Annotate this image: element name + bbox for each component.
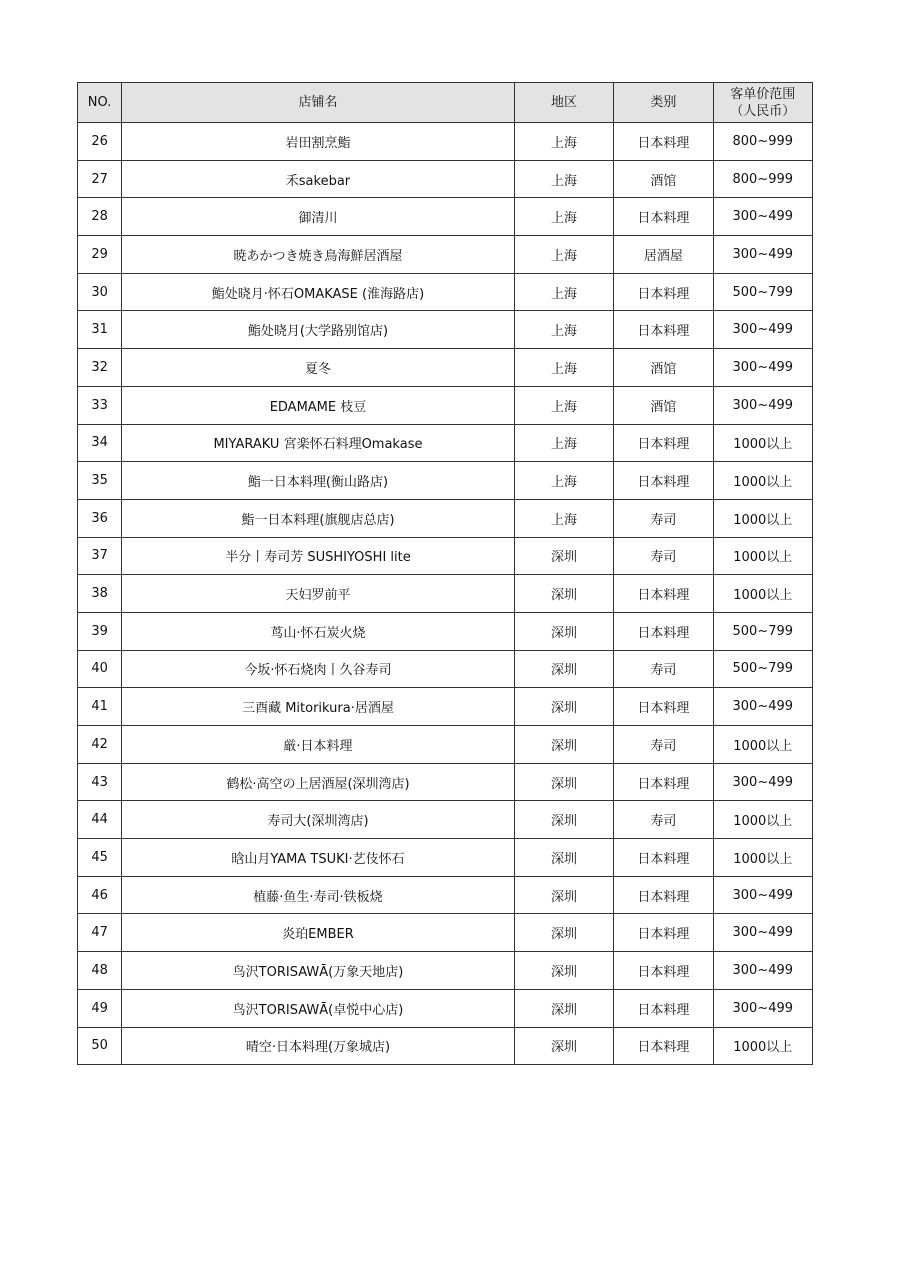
cell-no: 39 — [78, 612, 122, 650]
cell-no: 29 — [78, 236, 122, 274]
header-name: 店铺名 — [122, 83, 515, 123]
header-no: NO. — [78, 83, 122, 123]
table-row — [78, 726, 813, 764]
cell-category: 日本料理 — [614, 688, 713, 726]
cell-price: 500~799 — [713, 650, 812, 688]
cell-price: 1000以上 — [713, 726, 812, 764]
table-row — [78, 801, 813, 839]
cell-region: 深圳 — [514, 537, 613, 575]
cell-price: 300~499 — [713, 876, 812, 914]
cell-no: 50 — [78, 1027, 122, 1065]
cell-name: 鮨一日本料理(旗舰店总店) — [122, 499, 515, 537]
cell-no: 40 — [78, 650, 122, 688]
cell-category: 日本料理 — [614, 273, 713, 311]
cell-category: 日本料理 — [614, 612, 713, 650]
cell-region: 深圳 — [514, 726, 613, 764]
cell-name: 晗山月YAMA TSUKI·艺伎怀石 — [122, 839, 515, 877]
table-row — [78, 273, 813, 311]
cell-region: 上海 — [514, 499, 613, 537]
cell-name: 御清川 — [122, 198, 515, 236]
cell-name: 厳·日本料理 — [122, 726, 515, 764]
cell-no: 28 — [78, 198, 122, 236]
cell-no: 47 — [78, 914, 122, 952]
cell-region: 上海 — [514, 273, 613, 311]
cell-region: 上海 — [514, 424, 613, 462]
table-header — [78, 83, 813, 123]
cell-category: 日本料理 — [614, 876, 713, 914]
cell-name: 鸟沢TORISAWĀ(万象天地店) — [122, 952, 515, 990]
cell-no: 42 — [78, 726, 122, 764]
table-row — [78, 989, 813, 1027]
cell-no: 46 — [78, 876, 122, 914]
header-price-line1: 客单价范围 — [730, 86, 796, 102]
cell-name: 半分丨寿司芳 SUSHIYOSHI lite — [122, 537, 515, 575]
cell-name: 今坂·怀石烧肉丨久谷寿司 — [122, 650, 515, 688]
cell-region: 上海 — [514, 462, 613, 500]
cell-price: 1000以上 — [713, 575, 812, 613]
cell-region: 上海 — [514, 236, 613, 274]
cell-name: 鮨处晓月(大学路别馆店) — [122, 311, 515, 349]
cell-name: 三酉藏 Mitorikura·居酒屋 — [122, 688, 515, 726]
cell-region: 深圳 — [514, 763, 613, 801]
table-row — [78, 462, 813, 500]
cell-region: 上海 — [514, 123, 613, 161]
table-row — [78, 650, 813, 688]
header-category: 类别 — [614, 83, 713, 123]
table-row — [78, 311, 813, 349]
cell-region: 深圳 — [514, 952, 613, 990]
cell-price: 300~499 — [713, 386, 812, 424]
cell-name: 寿司大(深圳湾店) — [122, 801, 515, 839]
cell-price: 300~499 — [713, 349, 812, 387]
cell-no: 37 — [78, 537, 122, 575]
cell-name: 植藤·鱼生·寿司·铁板烧 — [122, 876, 515, 914]
cell-price: 300~499 — [713, 311, 812, 349]
cell-price: 500~799 — [713, 612, 812, 650]
cell-category: 寿司 — [614, 801, 713, 839]
table-row — [78, 839, 813, 877]
cell-price: 300~499 — [713, 989, 812, 1027]
cell-category: 寿司 — [614, 726, 713, 764]
header-region: 地区 — [514, 83, 613, 123]
cell-price: 1000以上 — [713, 462, 812, 500]
cell-price: 1000以上 — [713, 801, 812, 839]
table-row — [78, 612, 813, 650]
cell-no: 36 — [78, 499, 122, 537]
header-row — [78, 83, 813, 123]
cell-region: 深圳 — [514, 839, 613, 877]
cell-price: 500~799 — [713, 273, 812, 311]
cell-category: 日本料理 — [614, 462, 713, 500]
cell-category: 酒馆 — [614, 349, 713, 387]
cell-category: 日本料理 — [614, 914, 713, 952]
cell-category: 日本料理 — [614, 198, 713, 236]
cell-region: 深圳 — [514, 1027, 613, 1065]
cell-price: 1000以上 — [713, 499, 812, 537]
cell-price: 1000以上 — [713, 1027, 812, 1065]
table-row — [78, 198, 813, 236]
table-row — [78, 1027, 813, 1065]
cell-category: 日本料理 — [614, 763, 713, 801]
cell-category: 日本料理 — [614, 575, 713, 613]
cell-region: 深圳 — [514, 688, 613, 726]
header-price-line2: （人民币） — [730, 103, 796, 119]
header-price — [713, 83, 812, 123]
cell-name: 禾sakebar — [122, 160, 515, 198]
cell-name: 鸟沢TORISAWĀ(卓悦中心店) — [122, 989, 515, 1027]
cell-no: 34 — [78, 424, 122, 462]
cell-no: 48 — [78, 952, 122, 990]
cell-no: 43 — [78, 763, 122, 801]
cell-region: 上海 — [514, 311, 613, 349]
cell-name: 天妇罗前平 — [122, 575, 515, 613]
table-row — [78, 236, 813, 274]
cell-category: 日本料理 — [614, 1027, 713, 1065]
cell-price: 300~499 — [713, 688, 812, 726]
cell-no: 49 — [78, 989, 122, 1027]
cell-name: 夏冬 — [122, 349, 515, 387]
table-row — [78, 876, 813, 914]
cell-no: 26 — [78, 123, 122, 161]
cell-name: 岩田割烹鮨 — [122, 123, 515, 161]
cell-no: 31 — [78, 311, 122, 349]
cell-no: 27 — [78, 160, 122, 198]
cell-region: 上海 — [514, 349, 613, 387]
cell-category: 日本料理 — [614, 952, 713, 990]
cell-no: 33 — [78, 386, 122, 424]
cell-region: 上海 — [514, 160, 613, 198]
cell-price: 300~499 — [713, 914, 812, 952]
table-body — [78, 123, 813, 1065]
cell-name: 鮨一日本料理(衡山路店) — [122, 462, 515, 500]
cell-name: 炎珀EMBER — [122, 914, 515, 952]
cell-region: 深圳 — [514, 801, 613, 839]
cell-category: 寿司 — [614, 499, 713, 537]
cell-region: 深圳 — [514, 914, 613, 952]
cell-region: 深圳 — [514, 989, 613, 1027]
cell-category: 寿司 — [614, 650, 713, 688]
table-row — [78, 952, 813, 990]
cell-category: 日本料理 — [614, 424, 713, 462]
cell-category: 日本料理 — [614, 311, 713, 349]
restaurant-table — [77, 82, 813, 1065]
cell-region: 深圳 — [514, 612, 613, 650]
cell-category: 寿司 — [614, 537, 713, 575]
cell-region: 深圳 — [514, 575, 613, 613]
cell-price: 1000以上 — [713, 537, 812, 575]
cell-price: 800~999 — [713, 123, 812, 161]
table-row — [78, 914, 813, 952]
cell-region: 深圳 — [514, 650, 613, 688]
table-row — [78, 160, 813, 198]
table-row — [78, 386, 813, 424]
cell-name: 鮨处晓月·怀石OMAKASE (淮海路店) — [122, 273, 515, 311]
cell-name: 鹤松·高空の上居酒屋(深圳湾店) — [122, 763, 515, 801]
cell-no: 30 — [78, 273, 122, 311]
cell-name: 暁あかつき焼き鳥海鮮居酒屋 — [122, 236, 515, 274]
cell-price: 300~499 — [713, 952, 812, 990]
cell-price: 300~499 — [713, 236, 812, 274]
cell-no: 44 — [78, 801, 122, 839]
cell-name: 茑山·怀石炭火烧 — [122, 612, 515, 650]
cell-region: 深圳 — [514, 876, 613, 914]
cell-name: EDAMAME 枝豆 — [122, 386, 515, 424]
cell-category: 酒馆 — [614, 386, 713, 424]
cell-price: 300~499 — [713, 763, 812, 801]
cell-region: 上海 — [514, 198, 613, 236]
cell-region: 上海 — [514, 386, 613, 424]
table-row — [78, 349, 813, 387]
cell-name: MIYARAKU 宮楽怀石料理Omakase — [122, 424, 515, 462]
table-row — [78, 688, 813, 726]
cell-category: 居酒屋 — [614, 236, 713, 274]
table-row — [78, 763, 813, 801]
cell-category: 酒馆 — [614, 160, 713, 198]
cell-no: 35 — [78, 462, 122, 500]
cell-price: 800~999 — [713, 160, 812, 198]
table-row — [78, 499, 813, 537]
table-row — [78, 123, 813, 161]
cell-name: 晴空·日本料理(万象城店) — [122, 1027, 515, 1065]
cell-no: 32 — [78, 349, 122, 387]
cell-category: 日本料理 — [614, 989, 713, 1027]
cell-no: 38 — [78, 575, 122, 613]
cell-price: 1000以上 — [713, 424, 812, 462]
table-row — [78, 537, 813, 575]
table-row — [78, 424, 813, 462]
table-row — [78, 575, 813, 613]
cell-price: 300~499 — [713, 198, 812, 236]
cell-category: 日本料理 — [614, 123, 713, 161]
cell-price: 1000以上 — [713, 839, 812, 877]
cell-no: 45 — [78, 839, 122, 877]
cell-no: 41 — [78, 688, 122, 726]
cell-category: 日本料理 — [614, 839, 713, 877]
